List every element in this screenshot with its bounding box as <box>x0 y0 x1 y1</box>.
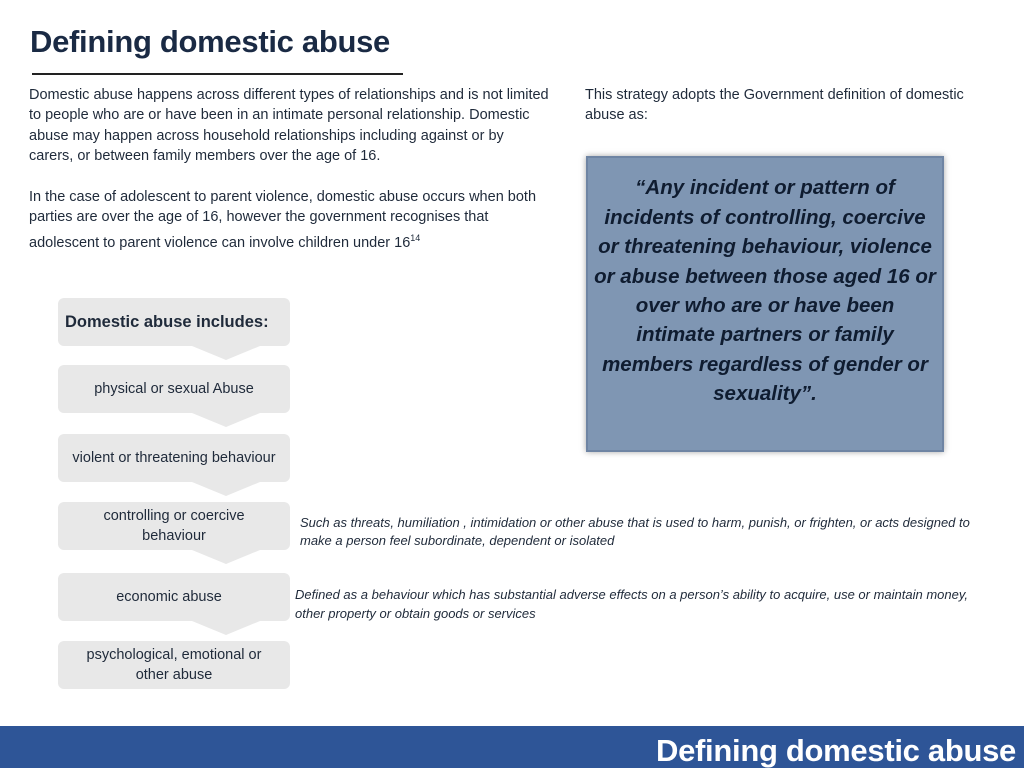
includes-item-label: violent or threatening behaviour <box>72 450 276 466</box>
page-title: Defining domestic abuse <box>30 24 390 59</box>
definition-quote-box <box>586 156 944 452</box>
includes-item-controlling-coercive <box>58 502 290 550</box>
includes-item-economic <box>58 573 290 621</box>
economic-note: Defined as a behaviour which has substantial adverse effects on a person’s ability to acquire, use or maintain money, other property or obtain goods or services <box>295 587 969 621</box>
footnote-reference: 14 <box>410 232 421 243</box>
includes-item-label: controlling or coercive behaviour <box>103 508 245 544</box>
includes-item-violent-threatening <box>58 434 290 482</box>
includes-item-label: economic abuse <box>116 589 222 605</box>
includes-header <box>58 298 290 346</box>
definition-quote: “Any incident or pattern of incidents of controlling, coercive or threatening behaviour, violence or abuse between those aged 16 or over who are or have been intimate partners or family members regardless of gender or sexuality”. <box>594 176 936 406</box>
includes-item-physical-sexual <box>58 365 290 413</box>
intro-text <box>29 85 549 273</box>
includes-item-label: physical or sexual Abuse <box>94 381 254 397</box>
intro-paragraph-2 <box>29 187 549 253</box>
title-underline <box>32 73 403 75</box>
footer-title: Defining domestic abuse <box>656 733 1016 768</box>
includes-item-psychological-emotional <box>58 641 290 689</box>
intro-paragraph-2-text: In the case of adolescent to parent violence, domestic abuse occurs when both parties are over the age of 16, however the government recognises that adolescent to parent violence can involve children under 16 <box>29 189 537 251</box>
includes-header-label: Domestic abuse includes: <box>65 313 269 331</box>
controlling-note: Such as threats, humiliation , intimidation or other abuse that is used to harm, punish, or frighten, or acts designed to make a person feel subordinate, dependent or isolated <box>300 515 970 548</box>
definition-intro: This strategy adopts the Government definition of domestic abuse as: <box>585 87 964 124</box>
intro-paragraph-1: Domestic abuse happens across different types of relationships and is not limited to people who are or have been in an intimate personal relationship. Domestic abuse may happen across household relationships including against or by carers, or between family members over the age of 16. <box>29 87 549 165</box>
includes-item-label: psychological, emotional or other abuse <box>86 647 262 683</box>
